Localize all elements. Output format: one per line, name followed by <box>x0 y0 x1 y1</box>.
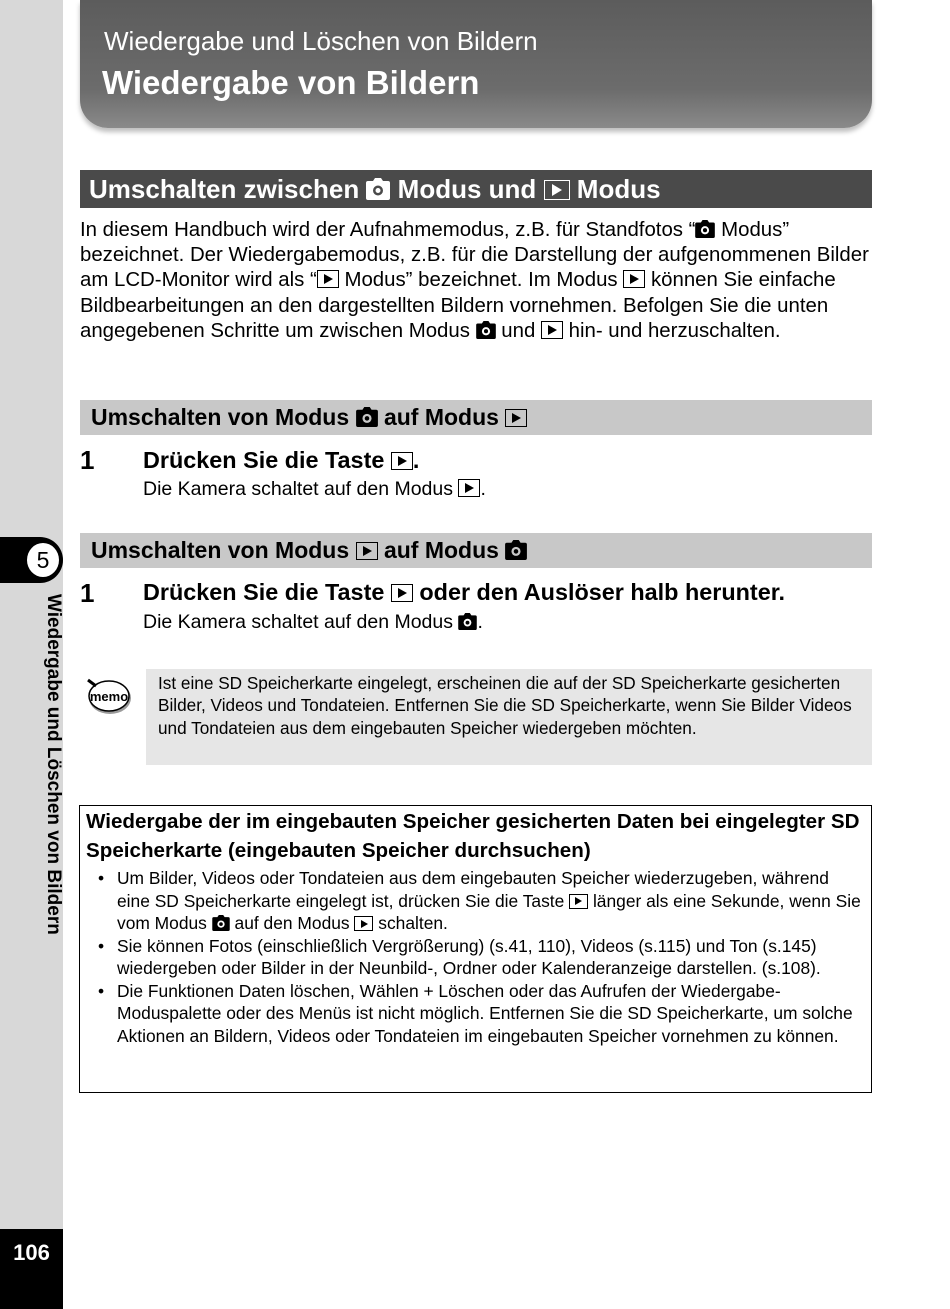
memo-icon <box>84 672 132 720</box>
step-title-text: . <box>412 447 420 473</box>
camera-icon <box>366 178 390 200</box>
subsection-heading-playback-to-record <box>80 533 872 568</box>
subsection-heading-text: auf Modus <box>383 537 499 563</box>
playback-icon <box>317 270 339 288</box>
step-description <box>143 611 483 634</box>
header-subtitle: Wiedergabe und Löschen von Bildern <box>104 26 538 56</box>
playback-button-icon <box>391 584 413 602</box>
camera-icon <box>476 321 496 339</box>
playback-button-icon <box>569 894 588 909</box>
section-heading-text-3: Modus <box>576 174 661 204</box>
step-description <box>143 478 486 501</box>
camera-icon <box>695 220 715 238</box>
list-item <box>86 980 865 1048</box>
subsection-heading-text: auf Modus <box>383 404 499 430</box>
section-heading-text-2: Modus und <box>397 174 537 204</box>
list-item-text: Die Funktionen Daten löschen, Wählen + Löschen oder das Aufrufen der Wiedergabe-Moduspalette oder des Menüs ist nicht möglich. Entfernen Sie die SD Speicherkarte, um solche Aktionen an Bildern, Videos oder Tondateien im eingebauten Speicher vornehmen zu können. <box>117 980 853 1046</box>
intro-text: Modus” bezeichnet. Im Modus <box>338 269 624 292</box>
list-item-text: schalten. <box>373 913 448 933</box>
page-number: 106 <box>13 1240 50 1265</box>
page-header <box>80 0 872 128</box>
playback-icon <box>354 916 373 931</box>
memo-icon-label: memo <box>89 689 129 704</box>
camera-icon <box>505 540 527 560</box>
playback-icon <box>458 479 480 497</box>
step-description-text: . <box>477 611 483 633</box>
step-title-text: Drücken Sie die Taste <box>143 447 385 473</box>
subsection-heading-text: Umschalten von Modus <box>91 537 350 563</box>
chapter-title-container <box>34 594 64 1014</box>
step-title-text: Drücken Sie die Taste <box>143 579 385 605</box>
list-item <box>86 867 865 935</box>
section-heading-text-1: Umschalten zwischen <box>89 174 360 204</box>
intro-text: hin- und herzuschalten. <box>562 319 781 342</box>
playback-icon <box>623 270 645 288</box>
camera-icon <box>458 613 477 630</box>
camera-icon <box>212 915 230 931</box>
camera-icon <box>356 407 378 427</box>
page-title: Wiedergabe von Bildern <box>102 64 480 101</box>
section-heading <box>80 170 872 208</box>
list-item <box>86 935 865 980</box>
step-title-text: oder den Auslöser halb herunter. <box>419 579 786 605</box>
intro-text: und <box>495 319 541 342</box>
memo-note <box>146 669 872 765</box>
list-item-text: Sie können Fotos (einschließlich Vergrößerung) (s.41, 110), Videos (s.115) und Ton (s.145) wiedergeben oder Bilder in der Neunbild-, Ordner oder Kalenderanzeige darstellen. (s.108). <box>117 935 821 978</box>
step-description-text: Die Kamera schaltet auf den Modus <box>143 478 454 500</box>
memo-text: Ist eine SD Speicherkarte eingelegt, erscheinen die auf der SD Speicherkarte gesicherten Bilder, Videos und Tondateien. Entfernen Sie die SD Speicherkarte, wenn Sie Bilder Videos und Tondateien aus dem eingebauten Speicher wiedergeben möchten. <box>158 673 852 738</box>
subsection-heading-record-to-playback <box>80 400 872 435</box>
intro-text: Modus” bezeichnet. Der Wiedergabemodus, z.B. für die Darstellung der aufgenommenen Bilder am LCD-Monitor wird als “ <box>80 219 869 292</box>
step-description-text: . <box>480 478 486 500</box>
step-number: 1 <box>80 578 95 608</box>
list-item-text: Um Bilder, Videos oder Tondateien aus dem eingebauten Speicher wiederzugeben, während eine SD Speicherkarte eingelegt ist, drücken Sie die Taste <box>117 868 829 911</box>
playback-icon <box>505 409 527 427</box>
playback-icon <box>544 180 570 200</box>
intro-text: In diesem Handbuch wird der Aufnahmemodus, z.B. für Standfotos “ <box>80 219 696 241</box>
bullet: • <box>98 868 105 888</box>
subsection-heading-text: Umschalten von Modus <box>91 404 350 430</box>
bullet: • <box>98 980 105 1001</box>
playback-icon <box>541 321 563 339</box>
step-description-text: Die Kamera schaltet auf den Modus <box>143 611 454 633</box>
chapter-number: 5 <box>27 543 59 577</box>
step-title <box>143 579 785 606</box>
step-number: 1 <box>80 445 95 475</box>
list-item-text: auf den Modus <box>229 913 355 933</box>
info-list <box>86 867 865 1047</box>
info-box <box>79 805 872 1093</box>
intro-paragraph <box>80 218 872 344</box>
list-item-text: länger als eine Sekunde, wenn Sie vom Modus <box>117 890 861 933</box>
playback-button-icon <box>391 452 413 470</box>
info-box-title: Wiedergabe der im eingebauten Speicher gesicherten Daten bei eingelegter SD Speicherkarte (eingebauten Speicher durchsuchen) <box>86 810 860 862</box>
playback-icon <box>356 542 378 560</box>
chapter-title: Wiedergabe und Löschen von Bildern <box>43 594 64 935</box>
step-title <box>143 447 419 474</box>
bullet: • <box>98 935 105 956</box>
intro-text: können Sie einfache Bildbearbeitungen an den dargestellten Bildern vornehmen. Befolgen Sie die unten angegebenen Schritte um zwischen Modus <box>80 269 836 342</box>
